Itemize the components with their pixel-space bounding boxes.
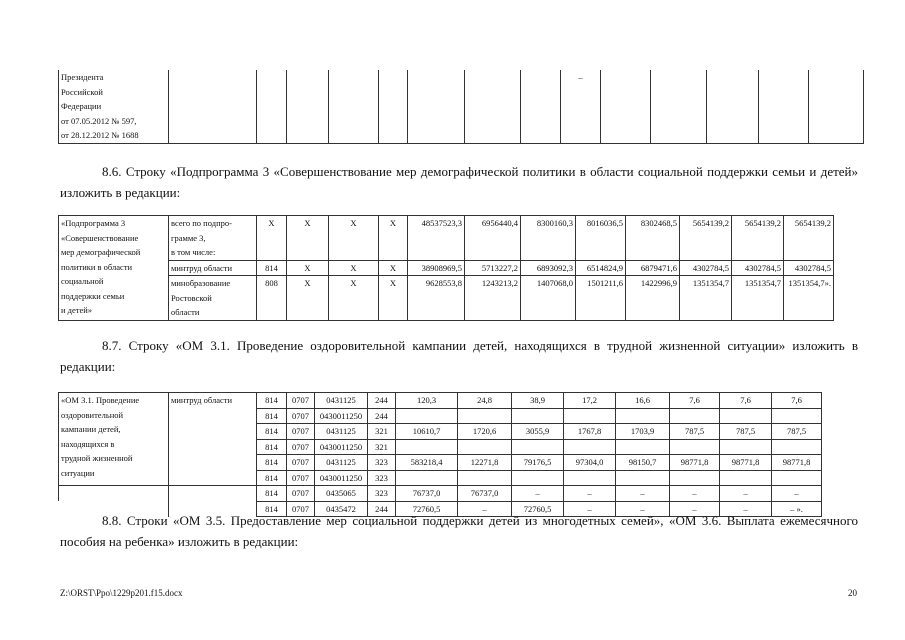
row-total-label — [169, 216, 257, 261]
table1-line: Федерации — [61, 101, 102, 111]
paragraph-8-6 — [60, 161, 858, 203]
cell-a: 814 — [257, 393, 287, 409]
value-cell — [772, 408, 822, 424]
code-cell: 814 — [257, 260, 287, 276]
value-cell: 1767,8 — [564, 424, 616, 440]
executor-cell: минтруд области — [169, 393, 257, 486]
label-line: грамме 3, — [171, 232, 206, 243]
code-cell: 808 — [257, 276, 287, 321]
value-cell: 787,5 — [772, 424, 822, 440]
value-cell — [458, 439, 512, 455]
value-cell: 1243213,2 — [465, 276, 521, 321]
value-cell: 4302784,5 — [680, 260, 732, 276]
name-line: и детей» — [61, 305, 93, 315]
empty-cell — [59, 486, 169, 502]
name-line: «Подпрограмма 3 — [61, 218, 126, 228]
value-cell: 4302784,5 — [784, 260, 834, 276]
name-line: «ОМ 3.1. Проведение — [61, 395, 140, 405]
value-cell: – — [720, 501, 772, 517]
value-cell: 17,2 — [564, 393, 616, 409]
value-cell — [616, 470, 670, 486]
table-row — [59, 393, 884, 409]
value-cell: 1351354,7». — [784, 276, 834, 321]
cell-b: 0707 — [287, 408, 315, 424]
name-line: социальной — [61, 276, 104, 286]
cell-b: 0707 — [287, 393, 315, 409]
cell-d: 244 — [368, 393, 396, 409]
value-cell: 98150,7 — [616, 455, 670, 471]
label-line: минобразование — [171, 278, 231, 288]
row-minobr-label — [169, 276, 257, 321]
value-cell: 6893092,3 — [521, 260, 576, 276]
cell-b: 0707 — [287, 424, 315, 440]
value-cell — [616, 439, 670, 455]
cell-b: 0707 — [287, 455, 315, 471]
name-line: поддержки семьи — [61, 290, 125, 301]
om-3-1-name-cell — [59, 393, 169, 486]
cell-a: 814 — [257, 501, 287, 517]
table-continuation — [58, 70, 864, 144]
value-cell: 38908969,5 — [408, 260, 465, 276]
cell-d: 321 — [368, 439, 396, 455]
value-cell — [772, 439, 822, 455]
cell-d: 323 — [368, 486, 396, 502]
paragraph-8-8-text: 8.8. Строки «ОМ 3.5. Предоставление мер социальной поддержки детей из многодетных семей», «ОМ 3.6. Выплата ежемесячного пособия на ребенка» изложить в редакции: — [60, 513, 858, 549]
value-cell — [564, 439, 616, 455]
value-cell: 6956440,4 — [465, 216, 521, 261]
cell-c: 0435065 — [315, 486, 368, 502]
value-cell: 10610,7 — [396, 424, 458, 440]
cell-d: 323 — [368, 455, 396, 471]
table-om-3-1 — [58, 392, 884, 517]
value-cell: 76737,0 — [396, 486, 458, 502]
footer-file-path: Z:\ORST\Ppo\1229p201.f15.docx — [60, 588, 183, 598]
value-cell: 97304,0 — [564, 455, 616, 471]
name-line: ситуации — [61, 467, 95, 478]
subprogram-name-cell — [59, 216, 169, 321]
paragraph-8-7-text: 8.7. Строку «ОМ 3.1. Проведение оздоровительной кампании детей, находящихся в трудной жизненной ситуации» изложить в редакции: — [60, 338, 858, 374]
value-cell: 6879471,6 — [626, 260, 680, 276]
table1-cell — [329, 70, 379, 143]
name-line: мер демографической — [61, 247, 141, 257]
x-cell: X — [329, 276, 379, 321]
value-cell: – — [670, 486, 720, 502]
row-mintrud-label: минтруд области — [169, 260, 257, 276]
table1-cell — [169, 70, 257, 143]
cell-b: 0707 — [287, 470, 315, 486]
cell-a: 814 — [257, 408, 287, 424]
value-cell: 98771,8 — [772, 455, 822, 471]
value-cell — [396, 439, 458, 455]
value-cell: – — [564, 501, 616, 517]
name-line: находящихся в — [61, 438, 115, 449]
value-cell: 1407068,0 — [521, 276, 576, 321]
value-cell: 120,3 — [396, 393, 458, 409]
value-cell: 787,5 — [720, 424, 772, 440]
value-cell — [512, 408, 564, 424]
x-cell: X — [257, 216, 287, 261]
value-cell — [396, 470, 458, 486]
value-cell: – — [616, 501, 670, 517]
name-line: «Совершенствование — [61, 232, 139, 243]
cell-c: 0430011250 — [315, 470, 368, 486]
cell-c: 0430011250 — [315, 408, 368, 424]
cell-d: 244 — [368, 501, 396, 517]
value-cell: 12271,8 — [458, 455, 512, 471]
cell-a: 814 — [257, 424, 287, 440]
label-line: Ростовской — [171, 292, 212, 303]
x-cell: X — [287, 260, 329, 276]
value-cell: 38,9 — [512, 393, 564, 409]
table1-cell — [809, 70, 864, 143]
table1-line: от 28.12.2012 № 1688 — [61, 130, 139, 140]
name-line: кампании детей, — [61, 424, 121, 434]
value-cell: – — [458, 501, 512, 517]
cell-b: 0707 — [287, 439, 315, 455]
value-cell: 5713227,2 — [465, 260, 521, 276]
value-cell: 7,6 — [772, 393, 822, 409]
cell-a: 814 — [257, 455, 287, 471]
table-subprogram-3 — [58, 215, 884, 321]
value-cell — [772, 470, 822, 486]
value-cell: 72760,5 — [396, 501, 458, 517]
value-cell: 48537523,3 — [408, 216, 465, 261]
table1-line: от 07.05.2012 № 597, — [61, 115, 137, 126]
value-cell: – — [564, 486, 616, 502]
value-cell: – — [616, 486, 670, 502]
value-cell — [564, 470, 616, 486]
value-cell: 1720,6 — [458, 424, 512, 440]
table1-cell — [408, 70, 465, 143]
page-number: 20 — [848, 588, 857, 598]
value-cell: 3055,9 — [512, 424, 564, 440]
cell-a: 814 — [257, 470, 287, 486]
label-line: всего по подпро- — [171, 218, 232, 228]
value-cell: – — [720, 486, 772, 502]
value-cell: 9628553,8 — [408, 276, 465, 321]
value-cell: 24,8 — [458, 393, 512, 409]
value-cell: 1422996,9 — [626, 276, 680, 321]
table1-line: Президента — [61, 72, 104, 82]
table1-cell — [601, 70, 651, 143]
table1-line: Российской — [61, 86, 103, 97]
table1-cell — [287, 70, 329, 143]
value-cell — [458, 470, 512, 486]
value-cell: 98771,8 — [720, 455, 772, 471]
value-cell: 5654139,2 — [732, 216, 784, 261]
value-cell: 1351354,7 — [732, 276, 784, 321]
value-cell: 16,6 — [616, 393, 670, 409]
cell-b: 0707 — [287, 501, 315, 517]
value-cell: – — [670, 501, 720, 517]
cell-a: 814 — [257, 439, 287, 455]
empty-cell — [169, 486, 257, 502]
x-cell: X — [379, 260, 408, 276]
value-cell: 8300160,3 — [521, 216, 576, 261]
cell-d: 323 — [368, 470, 396, 486]
value-cell: – — [772, 486, 822, 502]
value-cell: 1351354,7 — [680, 276, 732, 321]
cell-d: 244 — [368, 408, 396, 424]
table1-name-cell — [59, 70, 169, 143]
cell-c: 0431125 — [315, 393, 368, 409]
table-row — [59, 486, 884, 502]
value-cell — [670, 408, 720, 424]
cell-c: 0431125 — [315, 424, 368, 440]
cell-c: 0435472 — [315, 501, 368, 517]
table1-cell — [651, 70, 707, 143]
cell-d: 321 — [368, 424, 396, 440]
paragraph-8-7 — [60, 335, 858, 377]
label-line: в том числе: — [171, 247, 216, 257]
value-cell — [720, 408, 772, 424]
value-cell: 6514824,9 — [576, 260, 626, 276]
name-line: трудной жизненной — [61, 453, 133, 463]
value-cell — [396, 408, 458, 424]
value-cell: 8016036,5 — [576, 216, 626, 261]
x-cell: X — [329, 216, 379, 261]
value-cell: 7,6 — [670, 393, 720, 409]
value-cell: – — [512, 486, 564, 502]
label-line: области — [171, 307, 200, 317]
value-cell — [670, 470, 720, 486]
paragraph-8-8 — [60, 510, 858, 552]
table1-cell — [257, 70, 287, 143]
value-cell — [670, 439, 720, 455]
cell-c: 0430011250 — [315, 439, 368, 455]
value-cell: – ». — [772, 501, 822, 517]
value-cell: 5654139,2 — [784, 216, 834, 261]
value-cell: 7,6 — [720, 393, 772, 409]
value-cell: 1501211,6 — [576, 276, 626, 321]
value-cell: 72760,5 — [512, 501, 564, 517]
value-cell — [564, 408, 616, 424]
value-cell: 76737,0 — [458, 486, 512, 502]
value-cell — [458, 408, 512, 424]
value-cell: 79176,5 — [512, 455, 564, 471]
x-cell: X — [379, 276, 408, 321]
name-line: оздоровительной — [61, 409, 124, 420]
value-cell — [720, 439, 772, 455]
table1-cell — [521, 70, 561, 143]
value-cell: 8302468,5 — [626, 216, 680, 261]
value-cell: 583218,4 — [396, 455, 458, 471]
paragraph-8-6-text: 8.6. Строку «Подпрограмма 3 «Совершенствование мер демографической политики в области социальной поддержки семьи и детей» изложить в редакции: — [60, 164, 858, 200]
value-cell: 98771,8 — [670, 455, 720, 471]
x-cell: X — [329, 260, 379, 276]
table1-cell — [707, 70, 759, 143]
value-cell — [720, 470, 772, 486]
x-cell: X — [287, 216, 329, 261]
value-cell: 1703,9 — [616, 424, 670, 440]
name-line: политики в области — [61, 261, 133, 272]
cell-a: 814 — [257, 486, 287, 502]
table1-cell — [759, 70, 809, 143]
value-cell: 4302784,5 — [732, 260, 784, 276]
value-cell: 5654139,2 — [680, 216, 732, 261]
value-cell — [616, 408, 670, 424]
value-cell — [512, 439, 564, 455]
x-cell: X — [379, 216, 408, 261]
value-cell — [512, 470, 564, 486]
x-cell: X — [287, 276, 329, 321]
cell-c: 0431125 — [315, 455, 368, 471]
table1-cell — [465, 70, 521, 143]
cell-b: 0707 — [287, 486, 315, 502]
value-cell: 787,5 — [670, 424, 720, 440]
table1-dash-cell: – — [561, 70, 601, 143]
table1-cell — [379, 70, 408, 143]
